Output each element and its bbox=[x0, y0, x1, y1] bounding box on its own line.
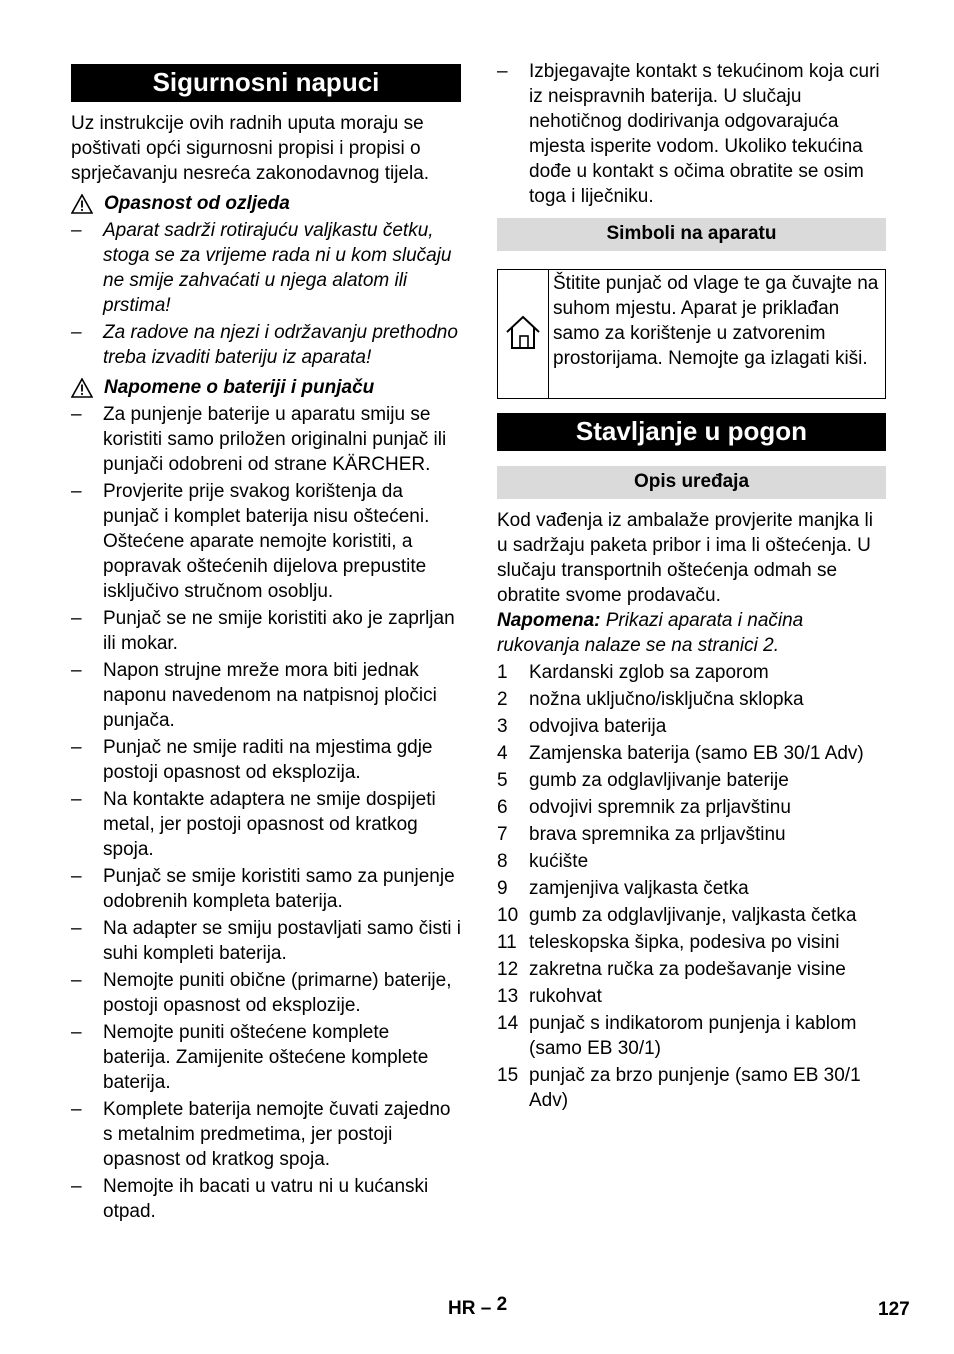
list-item: 7 brava spremnika za prljavštinu bbox=[497, 824, 786, 845]
list-item: – Punjač ne smije raditi na mjestima gdje postoji opasnost od eksplozija. bbox=[71, 737, 433, 783]
page-number: 127 bbox=[878, 1299, 910, 1320]
section-title-description: Opis uređaja bbox=[497, 466, 886, 499]
unpack-text: Kod vađenja iz ambalaže provjerite manjka li u sadržaju paketa pribor i ima li oštećenja. U slučaju transportnih oštećenja odmah se obratite svome prodavaču. bbox=[497, 510, 873, 606]
symbol-table bbox=[497, 269, 886, 399]
warning-title-injury: Opasnost od ozljeda bbox=[104, 193, 290, 214]
list-item: – Nemojte puniti obične (primarne) baterije, postoji opasnost od eksplozije. bbox=[71, 970, 452, 1016]
right-column bbox=[497, 59, 886, 1113]
footer-language-page bbox=[448, 1296, 507, 1321]
list-item: – Aparat sadrži rotirajuću valjkastu četku, stoga se za vrijeme rada ni u kom slučaju ne smije zahvaćati u njega alatom ili prstima! bbox=[71, 220, 452, 316]
symbol-description: Štitite punjač od vlage te ga čuvajte na suhom mjestu. Aparat je priklađan samo za korištenje u zatvorenim prostorijama. Nemojte ga izlagati kiši. bbox=[553, 273, 879, 369]
list-item: – Na adapter se smiju postavljati samo čisti i suhi kompleti baterija. bbox=[71, 918, 461, 964]
list-item: 10 gumb za odglavljivanje, valjkasta četka bbox=[497, 905, 857, 926]
parts-list bbox=[497, 660, 886, 1113]
warning-triangle-icon bbox=[71, 194, 93, 214]
footer-local-page: 2 bbox=[496, 1294, 508, 1315]
section-title-safety: Sigurnosni napuci bbox=[71, 64, 461, 102]
note-paragraph bbox=[497, 608, 886, 658]
list-item: 4 Zamjenska baterija (samo EB 30/1 Adv) bbox=[497, 743, 864, 764]
list-item: – Izbjegavajte kontakt s tekućinom koja curi iz neispravnih baterija. U slučaju nehotičnog dodirivanja odgovarajuća mjesta isperite vodom. Ukoliko tekućina dođe u kontakt s očima obratite se osim toga i liječniku. bbox=[497, 61, 880, 207]
section-title-symbols: Simboli na aparatu bbox=[497, 218, 886, 251]
list-item: – Punjač se smije koristiti samo za punjenje odobrenih kompleta baterija. bbox=[71, 866, 455, 912]
list-item: – Nemojte puniti oštećene komplete baterija. Zamijenite oštećene komplete baterija. bbox=[71, 1022, 429, 1093]
note-label: Napomena: bbox=[497, 610, 601, 631]
left-column bbox=[71, 59, 461, 1224]
list-item: 15 punjač za brzo punjenje (samo EB 30/1 Adv) bbox=[497, 1065, 861, 1111]
injury-warning-list bbox=[71, 218, 461, 370]
footer-lang-code: HR bbox=[448, 1298, 476, 1319]
list-item: 5 gumb za odglavljivanje baterije bbox=[497, 770, 789, 791]
list-item: – Za punjenje baterije u aparatu smiju se koristiti samo priložen originalni punjač ili punjači odobreni od strane KÄRCHER. bbox=[71, 404, 447, 475]
house-indoor-icon bbox=[503, 312, 543, 356]
list-item: – Nemojte ih bacati u vatru ni u kućanski otpad. bbox=[71, 1176, 429, 1222]
list-item: 14 punjač s indikatorom punjenja i kablom (samo EB 30/1) bbox=[497, 1013, 857, 1059]
safety-intro: Uz instrukcije ovih radnih uputa moraju se poštivati opći sigurnosni propisi i propisi o sprječavanju nesreća zakonodavnog tijela. bbox=[71, 113, 430, 184]
warning-heading-battery bbox=[71, 375, 461, 400]
list-item: 12 zakretna ručka za podešavanje visine bbox=[497, 959, 846, 980]
list-item: – Za radove na njezi i održavanju prethodno treba izvaditi bateriju iz aparata! bbox=[71, 322, 458, 368]
list-item: 11 teleskopska šipka, podesiva po visini bbox=[497, 932, 840, 953]
warning-heading-injury bbox=[71, 191, 461, 216]
section-title-startup: Stavljanje u pogon bbox=[497, 413, 886, 451]
warning-title-battery: Napomene o bateriji i punjaču bbox=[104, 377, 375, 398]
list-item: – Napon strujne mreže mora biti jednak naponu navedenom na natpisnoj pločici punjača. bbox=[71, 660, 437, 731]
list-item: 6 odvojivi spremnik za prljavštinu bbox=[497, 797, 791, 818]
list-item: 3 odvojiva baterija bbox=[497, 716, 667, 737]
list-item: – Punjač se ne smije koristiti ako je zaprljan ili mokar. bbox=[71, 608, 455, 654]
list-item: – Provjerite prije svakog korištenja da punjač i komplet baterija nisu oštećeni. Oštećene aparate nemojte koristiti, a popravak oštećenih dijelova prepustite isključivo stručnom osoblju. bbox=[71, 481, 430, 602]
symbol-icon-cell bbox=[498, 270, 549, 398]
list-item: 8 kućište bbox=[497, 851, 589, 872]
list-item: 2 nožna uključno/isključna sklopka bbox=[497, 689, 804, 710]
list-item: 1 Kardanski zglob sa zaporom bbox=[497, 662, 769, 683]
note-text: Prikazi aparata i načina rukovanja nalaze se na stranici 2. bbox=[497, 610, 804, 656]
list-item: – Komplete baterija nemojte čuvati zajedno s metalnim predmetima, jer postoji opasnost od kratkog spoja. bbox=[71, 1099, 451, 1170]
footer-separator: – bbox=[480, 1298, 492, 1319]
list-item: 13 rukohvat bbox=[497, 986, 602, 1007]
battery-warning-list-continued bbox=[497, 59, 886, 209]
battery-warning-list bbox=[71, 402, 461, 1224]
list-item: 9 zamjenjiva valjkasta četka bbox=[497, 878, 749, 899]
warning-triangle-icon bbox=[71, 378, 93, 398]
list-item: – Na kontakte adaptera ne smije dospijeti metal, jer postoji opasnost od kratkog spoja. bbox=[71, 789, 436, 860]
